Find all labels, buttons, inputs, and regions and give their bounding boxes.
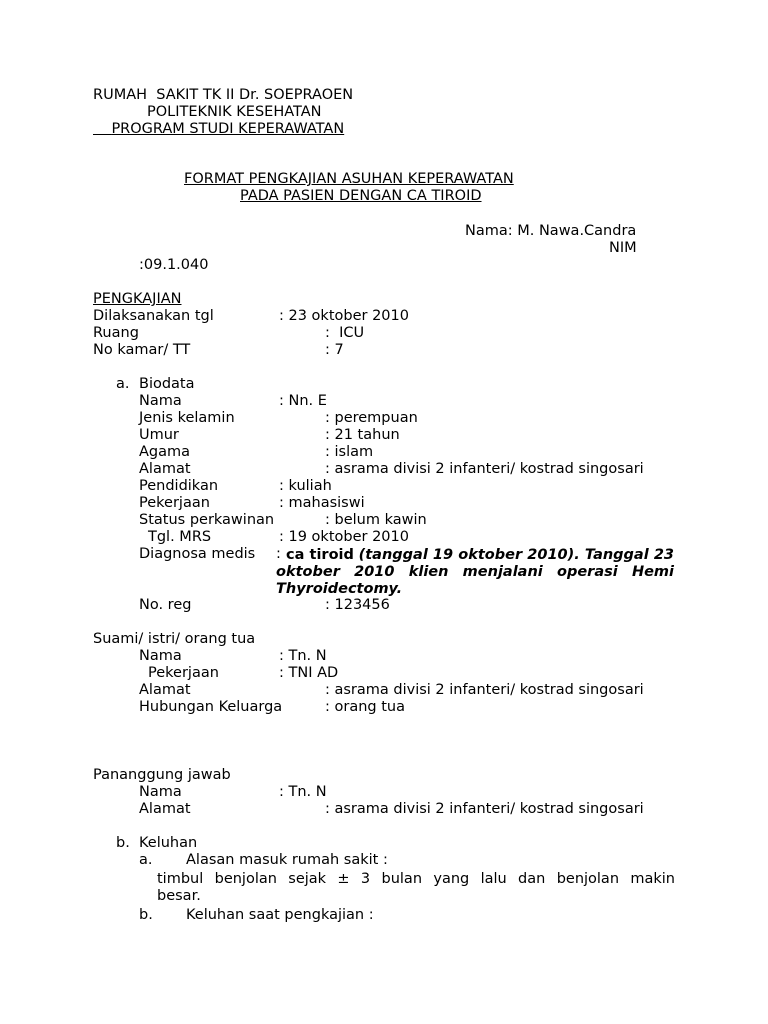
keluhan-a-detail-cont: besar. [157, 888, 201, 904]
keluhan-heading: Keluhan [139, 835, 198, 851]
biodata-label: Pekerjaan [139, 495, 210, 511]
keluhan-a-text: Alasan masuk rumah sakit : [186, 852, 388, 868]
penanggung-label: Nama [139, 784, 182, 800]
suami-heading: Suami/ istri/ orang tua [93, 631, 256, 647]
suami-value: : Tn. N [279, 648, 327, 664]
pengkajian-value: : 23 oktober 2010 [279, 308, 409, 324]
biodata-label: Alamat [139, 461, 191, 477]
biodata-value: : perempuan [325, 410, 418, 426]
keluhan-marker: b. [116, 835, 130, 851]
diagnosa-italic: (tanggal 19 oktober 2010). Tanggal 23 oktober 2010 klien menjalani operasi Hemi Thyroidectomy. [276, 547, 675, 597]
diagnosa-text [276, 547, 674, 598]
noreg-value: : 123456 [325, 597, 390, 613]
penanggung-value: : asrama divisi 2 infanteri/ kostrad singosari [325, 801, 644, 817]
pengkajian-label: Dilaksanakan tgl [93, 308, 214, 324]
document-title-line1: FORMAT PENGKAJIAN ASUHAN KEPERAWATAN [184, 171, 514, 187]
penanggung-label: Alamat [139, 801, 191, 817]
nim-label: NIM [609, 240, 637, 256]
suami-label: Nama [139, 648, 182, 664]
suami-label: Pekerjaan [148, 665, 219, 681]
program-name-text: PROGRAM STUDI KEPERAWATAN [111, 121, 345, 137]
biodata-value: : islam [325, 444, 374, 460]
pengkajian-label: Ruang [93, 325, 139, 341]
pengkajian-heading: PENGKAJIAN [93, 291, 182, 307]
biodata-value: : mahasiswi [279, 495, 365, 511]
biodata-label: Agama [139, 444, 191, 460]
biodata-value: : 21 tahun [325, 427, 400, 443]
keluhan-b-marker: b. [139, 907, 153, 923]
biodata-heading: Biodata [139, 376, 195, 392]
suami-label: Alamat [139, 682, 191, 698]
biodata-marker: a. [116, 376, 130, 392]
biodata-value: : asrama divisi 2 infanteri/ kostrad singosari [325, 461, 644, 477]
keluhan-a-marker: a. [139, 852, 153, 868]
biodata-label: Tgl. MRS [148, 529, 212, 545]
suami-value: : orang tua [325, 699, 405, 715]
document-title-line2: PADA PASIEN DENGAN CA TIROID [240, 188, 482, 204]
suami-value: : asrama divisi 2 infanteri/ kostrad singosari [325, 682, 644, 698]
biodata-value: : kuliah [279, 478, 332, 494]
keluhan-a-detail: timbul benjolan sejak ± 3 bulan yang lalu dan benjolan makin [157, 871, 675, 887]
penanggung-value: : Tn. N [279, 784, 327, 800]
biodata-label: Nama [139, 393, 182, 409]
pengkajian-value: : 7 [325, 342, 344, 358]
diagnosa-bold: ca tiroid [286, 547, 354, 563]
suami-value: : TNI AD [279, 665, 339, 681]
program-name [93, 121, 344, 138]
biodata-label: Status perkawinan [139, 512, 275, 528]
suami-label: Hubungan Keluarga [139, 699, 283, 715]
author-name: Nama: M. Nawa.Candra [465, 223, 637, 239]
penanggung-heading: Pananggung jawab [93, 767, 231, 783]
biodata-value: : Nn. E [279, 393, 327, 409]
noreg-label: No. reg [139, 597, 192, 613]
biodata-label: Pendidikan [139, 478, 219, 494]
institution-name: POLITEKNIK KESEHATAN [147, 104, 322, 120]
diagnosa-colon: : [276, 546, 281, 562]
pengkajian-value: : ICU [325, 325, 365, 341]
diagnosa-label: Diagnosa medis [139, 546, 256, 562]
biodata-value: : 19 oktober 2010 [279, 529, 409, 545]
biodata-label: Umur [139, 427, 179, 443]
biodata-value: : belum kawin [325, 512, 427, 528]
hospital-name: RUMAH SAKIT TK II Dr. SOEPRAOEN [93, 87, 354, 103]
biodata-label: Jenis kelamin [139, 410, 235, 426]
pengkajian-label: No kamar/ TT [93, 342, 191, 358]
keluhan-b-text: Keluhan saat pengkajian : [186, 907, 374, 923]
nim-value: :09.1.040 [139, 257, 209, 273]
